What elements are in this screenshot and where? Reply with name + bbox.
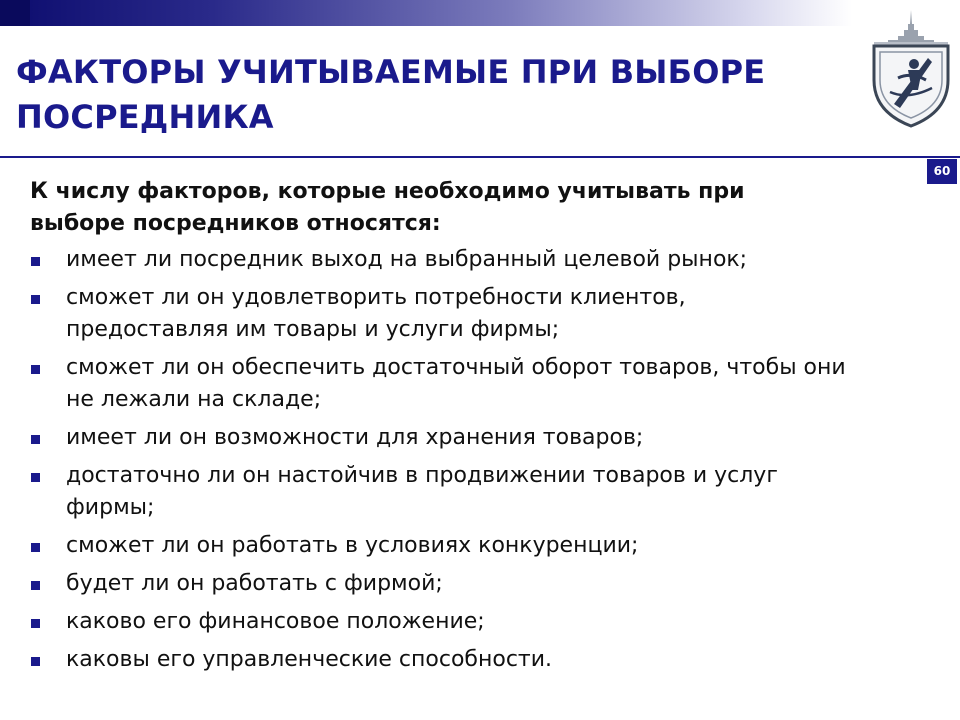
square-bullet-icon — [31, 365, 40, 374]
square-bullet-icon — [31, 581, 40, 590]
list-item-line-2: не лежали на складе; — [66, 387, 322, 412]
university-shield-emblem-icon — [868, 8, 954, 128]
square-bullet-icon — [31, 657, 40, 666]
slide-content — [30, 176, 910, 682]
intro-line-2: выборе посредников относятся: — [30, 211, 441, 236]
list-item-line-2: предоставляя им товары и услуги фирмы; — [66, 317, 560, 342]
list-item-line-1: сможет ли он удовлетворить потребности клиентов, — [66, 285, 686, 310]
page-number-badge: 60 — [927, 159, 957, 184]
list-item-line-1: достаточно ли он настойчив в продвижении товаров и услуг — [66, 463, 778, 488]
list-item-line-1: сможет ли он обеспечить достаточный оборот товаров, чтобы они — [66, 355, 846, 380]
top-gradient-band — [0, 0, 852, 26]
list-item — [30, 460, 910, 524]
square-bullet-icon — [31, 473, 40, 482]
slide-title-line-1: ФАКТОРЫ УЧИТЫВАЕМЫЕ ПРИ ВЫБОРЕ — [16, 53, 766, 91]
list-item — [30, 422, 910, 454]
slide-title-line-2: ПОСРЕДНИКА — [16, 98, 274, 136]
intro-text — [30, 176, 910, 240]
square-bullet-icon — [31, 435, 40, 444]
list-item-line-1: будет ли он работать с фирмой; — [66, 571, 443, 596]
square-bullet-icon — [31, 543, 40, 552]
list-item-line-1: каково его финансовое положение; — [66, 609, 485, 634]
square-bullet-icon — [31, 619, 40, 628]
title-divider — [0, 156, 960, 158]
list-item-line-1: сможет ли он работать в условиях конкуренции; — [66, 533, 639, 558]
top-band-corner — [0, 0, 30, 26]
square-bullet-icon — [31, 295, 40, 304]
list-item-line-2: фирмы; — [66, 495, 155, 520]
slide-title — [16, 50, 836, 140]
list-item — [30, 352, 910, 416]
list-item — [30, 244, 910, 276]
list-item-line-1: каковы его управленческие способности. — [66, 647, 553, 672]
list-item-line-1: имеет ли он возможности для хранения товаров; — [66, 425, 644, 450]
list-item — [30, 644, 910, 676]
list-item — [30, 568, 910, 600]
factor-list — [30, 244, 910, 676]
square-bullet-icon — [31, 257, 40, 266]
list-item — [30, 606, 910, 638]
list-item — [30, 282, 910, 346]
list-item-line-1: имеет ли посредник выход на выбранный целевой рынок; — [66, 247, 748, 272]
list-item — [30, 530, 910, 562]
intro-line-1: К числу факторов, которые необходимо учитывать при — [30, 179, 745, 204]
